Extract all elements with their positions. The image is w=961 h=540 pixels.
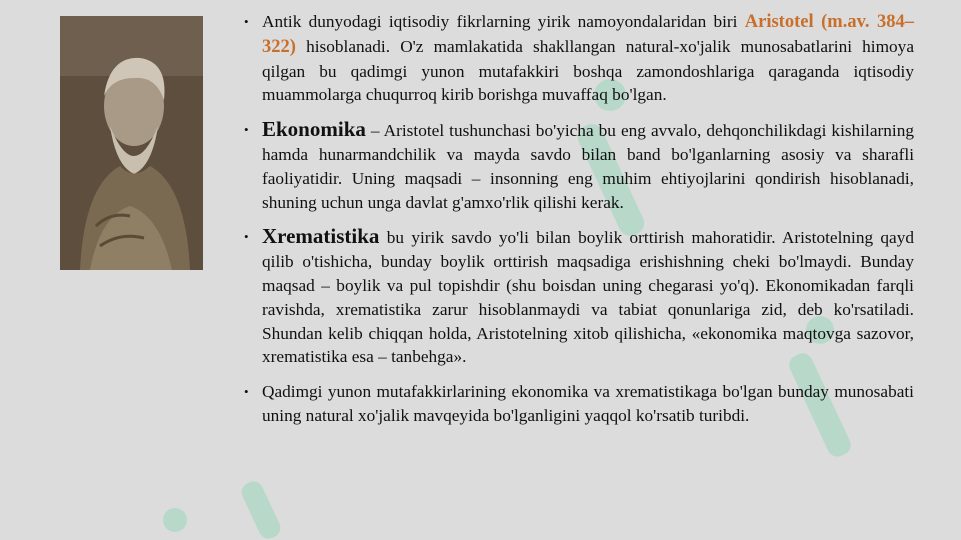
term-label: Xrematistika <box>262 224 380 249</box>
list-item <box>240 380 914 428</box>
aristotle-portrait <box>60 16 203 270</box>
point-text: – Aristotel tushunchasi bo'yicha bu eng avvalo, dehqonchilikdagi kishilarning hamda hunarmandchilik va mayda savdo bilan band bo'lganlarning asosiy va sharafli faoliyatidir. Uning maqsadi – insonning eng muhim ehtiyojlarini qondirish hisoblanadi, shuning uchun unga davlat g'amxo'rlik qilishi kerak. <box>262 121 914 212</box>
point-text: Qadimgi yunon mutafakkirlarining ekonomika va xrematistikaga bo'lgan bunday munosabati uning natural xo'jalik mavqeyida bo'lganligini yaqqol ko'rsatib turibdi. <box>262 382 914 425</box>
bullet-icon: • <box>244 384 249 400</box>
bullet-icon: • <box>244 14 249 29</box>
bullet-icon: • <box>244 122 249 138</box>
point-text-tail: hisoblanadi. O'z mamlakatida shakllangan natural-xo'jalik munosabatlarini himoya qilgan bu qadimgi yunon mutafakkiri boshqa zamondoshlariga qaraganda iqtisodiy muammolarga chuqurroq kirib borishga muvaffaq bo'lgan. <box>262 36 914 105</box>
point-text: Antik dunyodagi iqtisodiy fikrlarning yirik namoyondalaridan biri <box>262 12 745 31</box>
list-item <box>240 10 914 107</box>
bullet-icon: • <box>244 229 249 245</box>
point-text: bu yirik savdo yo'li bilan boylik orttirish mahoratidir. Aristotelning qayd qilib o'tishicha, bunday boylik orttirish maqsadiga erishishning cheki bo'lmaydi. Bunday maqsad – boylik va pul topishdir (shu boisdan uning chegarasi yo'q). Ekonomikadan farqli ravishda, xrematistika zarur hisoblanmaydi va tabiat qonunlariga zid, deb ko'rsatiladi. Shundan kelib chiqqan holda, Aristotelning xitob qilishicha, «ekonomika maqtovga sazovor, xrematistika esa – tanbehga». <box>262 228 914 367</box>
list-item <box>240 225 914 369</box>
term-label: Ekonomika <box>262 117 366 142</box>
list-item <box>240 118 914 214</box>
bullet-list <box>240 10 914 439</box>
highlight-text: Aristotel (m.av. 384–322) <box>262 12 915 57</box>
